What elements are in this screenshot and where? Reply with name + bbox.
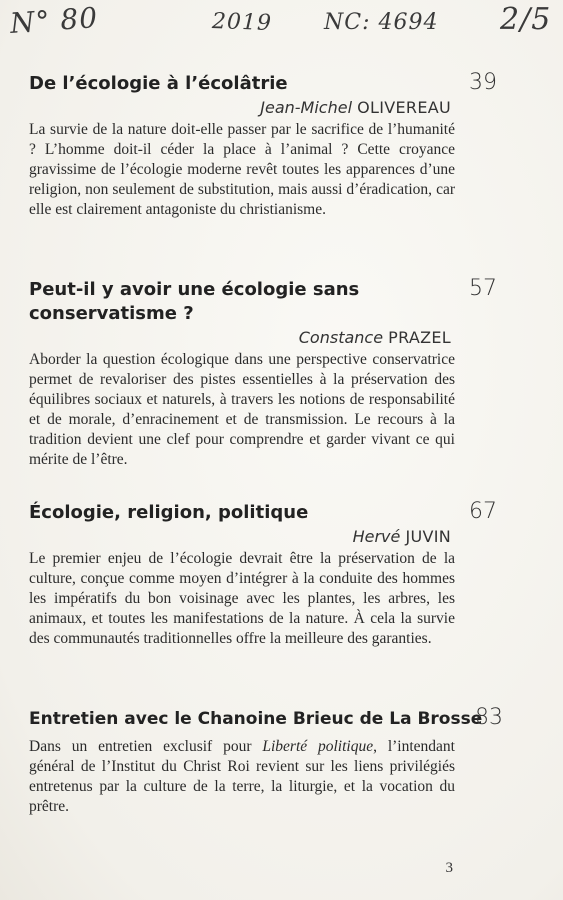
toc-entry-description: La survie de la nature doit-elle passer par le sacrifice de l’humanité ? L’homme doit-il céder la place à l’animal ? Cette croyance gravissime de l’écologie moderne revêt toutes les apparences d’une religion, non seulement de substitution, mais aussi d’éradication, car elle est clairement antagoniste du christianisme. [29,121,455,218]
toc-entry-title: Entretien avec le Chanoine Brieuc de La Brosse [29,709,483,729]
page-number: 3 [445,860,453,876]
toc-entry-title: Peut-il y avoir une écologie sans conservatisme ? [29,279,360,324]
author-last-name: PRAZEL [388,328,451,347]
toc-entry-page: 39 [469,70,497,95]
author-first-name: Hervé [352,527,401,546]
author-last-name: JUVIN [405,527,451,546]
description-text: , l’intendant général de l’Institut du Christ Roi revient sur les liens privilégiés entretenus par la culture de la terre, la liturgie, et la vocation du prêtre. [29,738,455,815]
toc-entry-page: 67 [469,499,497,524]
toc-entry-description: Le premier enjeu de l’écologie devrait être la préservation de la culture, conçue comme moyen d’intégrer à la conduite des hommes les impératifs du bon voisinage avec les plantes, les arbres, les animaux, et toutes les manifestations de la nature. À cela la survie des communautés traditionnelles offre la meilleure des garanties. [29,550,455,647]
toc-entry [29,501,495,649]
publication-name: Liberté politique [262,738,374,755]
toc-entry-description [29,737,455,817]
author-last-name: OLIVEREAU [357,98,451,117]
toc-entry-title: De l’écologie à l’écolâtrie [29,73,288,94]
handwritten-fraction: 2/5 [500,2,552,37]
toc-entry-description: Aborder la question écologique dans une perspective conservatrice permet de revaloriser des pistes essentielles à la préservation des équilibres sociaux et naturels, à travers les notions de responsabilité et de morale, d’enracinement et de transmission. Le recours à la tradition devient une clef pour comprendre et garder vivant ce qui mérite de l’être. [29,351,455,468]
toc-entry-author [29,98,451,118]
author-first-name: Constance [298,328,384,347]
toc-entry [29,705,503,817]
toc-entry-author [29,328,451,348]
author-first-name: Jean-Michel [260,98,353,117]
toc-entry-page: 83 [475,705,503,730]
handwritten-issue-number: N° 80 [8,0,100,41]
toc-entry-title: Écologie, religion, politique [29,502,309,523]
handwritten-year: 2019 [211,8,273,37]
description-text: Dans un entretien exclusif pour [29,738,263,755]
toc-entry-author [29,527,451,547]
toc-entry-page: 57 [469,276,497,301]
toc-entry [29,72,495,220]
toc-entry [29,278,495,470]
handwritten-catalog-code: NC: 4694 [324,10,439,35]
